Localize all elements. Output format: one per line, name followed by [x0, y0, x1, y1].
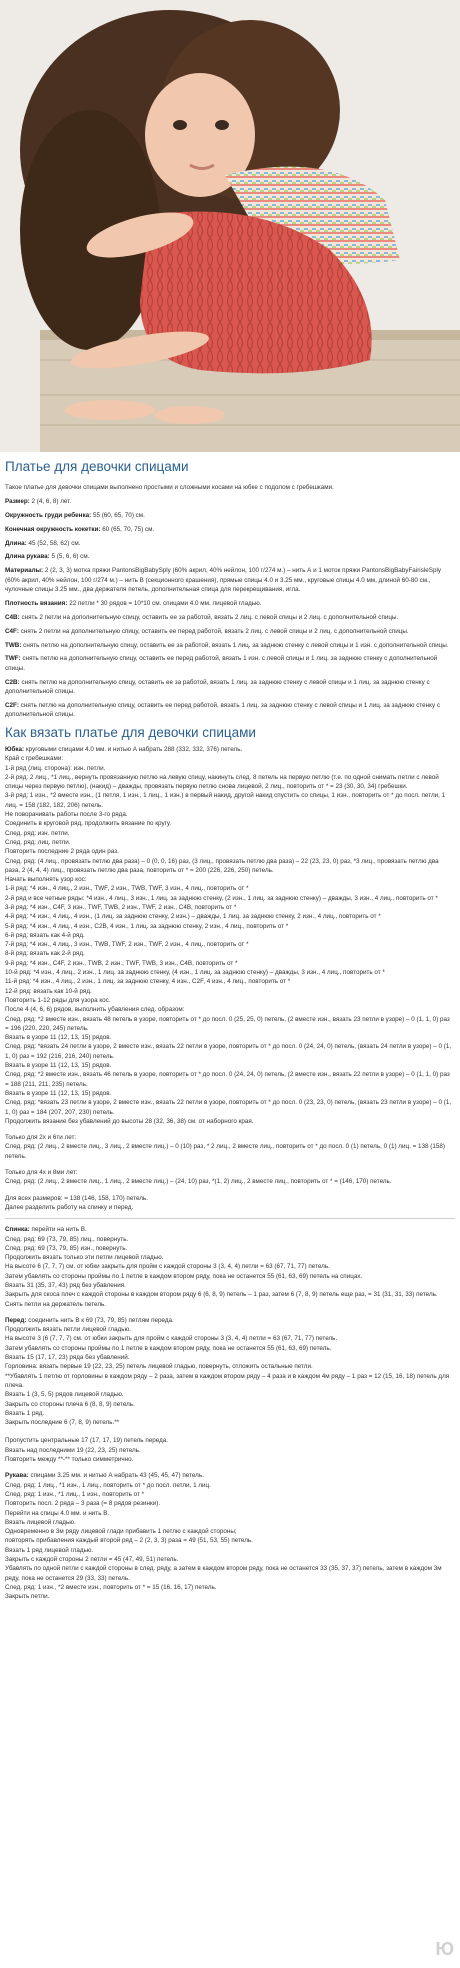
abbr-value: снять петлю на дополнительную спицу, оставить ее перед работой, вязать 1 лиц. за заднюю стенку с левой спицы и 1 лиц. за заднюю стенку с дополнительной спицы. [5, 701, 441, 719]
text-line: Затем убавлять со стороны проймы по 1 петле в каждом втором ряду, пока не останется 55 (61, 63, 69) петель. [5, 1344, 332, 1352]
text-line: След. ряд: изн. петли. [5, 829, 70, 837]
watermark-logo: Ю [435, 1939, 454, 1959]
specs-label: Материалы: [5, 567, 44, 575]
text-line: Продолжить вязать только эти петли лицевой гладью. [5, 1254, 164, 1262]
text-line: 1-й ряд: *4 изн., 4 лиц., 2 изн., TWF, 2 изн., TWB, TWF, 3 изн., 4 лиц., повторить от * [5, 885, 249, 893]
specs-value: 60 (65, 70, 75) см. [100, 525, 155, 533]
specs-label: Окружность груди ребенка: [5, 511, 92, 519]
text-line: Вязать 15 (17, 17, 23) ряда без убавлений. [5, 1354, 130, 1362]
specs-item [5, 552, 455, 561]
specs-label: Размер: [5, 497, 30, 505]
specs-label: Плотность вязания: [5, 599, 68, 607]
abbr-item [5, 613, 455, 622]
text-line: Вязать 1 (3, 5, 5) рядов лицевой гладью. [5, 1391, 124, 1399]
specs-list [5, 497, 455, 608]
skirt-first-line: круговыми спицами 4.0 мм. и нитью А набрать 288 (332, 332, 376) петель. [24, 745, 243, 753]
article [5, 452, 455, 1601]
abbr-item [5, 641, 455, 650]
text-line: 2-й ряд и все четные ряды: *4 изн., 4 лиц., 3 изн., 1 лиц. за заднюю стенку, (2 изн., 1 лиц. за заднюю стенку) – дважды, 3 изн., 4 лиц., повторить от * [5, 894, 438, 902]
text-line: Вязать 31 (35, 37, 43) ряд без убавления. [5, 1281, 126, 1289]
text-line: Закрыть последние 6 (7, 8, 9) петель.** [5, 1419, 120, 1427]
text-line: 7-й ряд: *4 изн., 4 лиц., 3 изн., TWB, TWF, 2 изн., TWF, 2 изн., 4 лиц., повторить от * [5, 941, 249, 949]
text-line: Продолжить вязание без убавлений до высоты 28 (32, 36, 38) см. от наборного края. [5, 1117, 254, 1125]
text-line: Повторить посл. 2 ряда – 3 раза (= 8 рядов резинки). [5, 1500, 161, 1508]
text-line: След. ряд: лиц. петли. [5, 838, 71, 846]
text-line: След. ряд: *2 вместе изн., вязать 48 петель в узоре, повторить от * до посл. 0 (25, 25, 0) петель, (2 вместе изн., вязать 23 петли в узоре) – 0 (1, 1, 0) раз = 196 (220, 220, 245) петель. [5, 1015, 450, 1032]
front-first-line: соединить нить B к 69 (73, 79, 85) петлям переда. [26, 1316, 174, 1324]
text-line: Вязать 1 ряд лицевой гладью. [5, 1546, 94, 1554]
text-line: След. ряд: 1 изн., *2 вместе изн., повторить от * = 15 (16, 16, 17) петель. [5, 1583, 217, 1591]
specs-item [5, 599, 455, 608]
front-label: Перед: [5, 1316, 27, 1324]
specs-value: 22 петли * 30 рядов = 10*10 см. спицами 4.0 мм. лицевой гладью. [67, 599, 262, 607]
front-lines [5, 1325, 455, 1464]
abbr-label: C4F: [5, 627, 19, 635]
text-line: 2-й ряд: 2 лиц., *1 лиц., вернуть провязанную петлю на левую спицу, накинуть след. 8 петель на первую петлю (т.е. по одной снимать петли с левой спицы через первую петлю), (накид) – дважды, провязать первую петлю снова лицевой, 2 лиц., повторить от * = 23 (30, 30, 34) гребешки. [5, 773, 439, 791]
text-line: Далее разделить работу на спинку и перед. [5, 1203, 134, 1211]
skirt-lines [5, 754, 455, 1126]
text-line: Начать выполнять узор кос: [5, 876, 87, 884]
text-line: След. ряд: 69 (73, 79, 85) лиц., повернуть. [5, 1235, 129, 1243]
text-line: Закрыть с каждой стороны 2 петли = 45 (47, 49, 51) петель. [5, 1556, 179, 1563]
text-line: Соединить в круговой ряд, продолжить вязание по кругу. [5, 820, 172, 828]
specs-value: 2 (2, 3, 3) мотка пряжи PantonsBigBabySply (60% акрил, 40% нейлон, 100 г/274 м.) – нить А и 1 моток пряжи PantonsBigBabyFairisleSply (60% акрил, 40% нейлон, 100 г/274 м.) – нить B (секционного крашения), прямые спицы 4.0 и 3.25 мм., круговые спицы 4.0 мм, длиной 60-80 см., чулочные спицы 3.25 мм., два держателя петель, дополнительная спица для перекрещивания, игла. [5, 567, 441, 593]
back-label: Спинка: [5, 1226, 30, 1234]
text-line: После 4 (4, 6, 6) рядов, выполнить убавления след. образом: [5, 1006, 185, 1014]
text-line: Закрыть со стороны плеча 6 (8, 8, 9) петель. [5, 1400, 135, 1408]
text-line: 4-й ряд: *4 изн., 4 лиц., 4 изн., (1 лиц. за заднюю стенку, 2 изн.) – дважды, 1 лиц. за заднюю стенку, 2 изн., 4 лиц., повторить от * [5, 913, 381, 921]
abbr-item [5, 701, 455, 720]
back-section [5, 1225, 455, 1309]
front-section [5, 1316, 455, 1464]
text-line: Вязать над последними 19 (22, 23, 25) петель. [5, 1446, 141, 1454]
specs-value: 5 (5, 6, 6) см. [49, 553, 90, 561]
text-line: Затем убавлять со стороны проймы по 1 петле в каждом втором ряду, пока не останется 55 (61, 63, 69) петель на спицах. [5, 1272, 363, 1280]
text-line: Для всех размеров: = 138 (146, 158, 170) петель. [5, 1194, 148, 1202]
text-line: След. ряд: 1 лиц., *1 изн., 1 лиц., повторить от * до посл. петли, 1 лиц. [5, 1481, 211, 1489]
text-line: След. ряд: *2 вместе изн., вязать 46 петель в узоре, повторить от * до посл. 0 (24, 24, 0) петель, (2 вместе изн., вязать 22 петли в узоре) – 0 (1, 1, 0) раз = 188 (211, 211, 235) петель. [5, 1071, 450, 1088]
abbr-item [5, 627, 455, 636]
specs-value: 2 (4, 6, 8) лет. [29, 497, 72, 505]
abbr-value: снять петлю на дополнительную спицу, оставить ее за работой, вязать 1 лиц. за заднюю стенку с левой спицы и 1 лиц. за заднюю стенку с дополнительной спицы. [5, 678, 430, 695]
photo-girl-in-knitted-dress [0, 0, 460, 452]
text-line: Пропустить центральные 17 (17, 17, 19) петель переда. [5, 1437, 169, 1445]
abbreviations-list [5, 613, 455, 720]
specs-item [5, 525, 455, 534]
how-to-title: Как вязать платье для девочки спицами [5, 724, 256, 740]
text-line: Повторить последние 2 ряда один раз. [5, 848, 119, 856]
text-line: Горловина: вязать первые 19 (22, 23, 25) петель лицевой гладью, повернуть, отложить остальные петли. [5, 1363, 313, 1371]
abbr-label: C2F: [5, 701, 19, 709]
text-line: Только для 2х и 6ти лет: [5, 1134, 77, 1142]
text-line: 3-й ряд: *4 изн., C4F, 3 изн., TWF, TWB, 2 изн., TWF, 2 изн., C4B, повторить от * [5, 904, 237, 911]
text-line: След. ряд: (4 лиц., провязать петлю два раза) – 0 (0, 0, 16) раз, (3 лиц., провязать петлю два раза) – 22 (23, 23, 0) раз, *3 лиц., провязать петлю два раза, 2 (4, 4, 4) лиц., провязать петлю два раза, повторить от * = 200 (226, 226, 250) петель. [5, 857, 439, 874]
only-4-8-section [5, 1168, 455, 1187]
text-line: След. ряд: 69 (73, 79, 85) изн., повернуть. [5, 1244, 128, 1252]
text-line: 9-й ряд: *4 изн., C4F, 2 изн., TWB, 2 изн., TWF, TWB, 3 изн., C4B, повторить от * [5, 959, 238, 967]
abbr-label: C2B: [5, 678, 20, 686]
back-first-line: перейти на нить B. [29, 1226, 87, 1234]
text-line: Вязать в узоре 11 (12, 13, 15) рядов. [5, 1089, 112, 1097]
text-line: 5-й ряд: *4 изн., 4 лиц., 4 изн., C2B, 4 изн., 1 лиц. за заднюю стенку, 2 изн., 4 лиц., повторить от * [5, 922, 289, 930]
text-line: Вязать в узоре 11 (12, 13, 15) рядов. [5, 1034, 112, 1042]
specs-item [5, 511, 455, 520]
text-line: След. ряд: (2 лиц., 2 вместе лиц., 1 лиц., 2 вместе лиц.) – (24, 10) раз, *(1, 2) лиц., 2 вместе лиц., повторить от * = (146, 170) петель. [5, 1178, 392, 1186]
abbr-value: снять 2 петли на дополнительную спицу, оставить ее перед работой, вязать 2 лиц. с левой спицы и 2 лиц. с дополнительной спицы. [19, 627, 409, 635]
text-line: 8-й ряд: вязать как 2-й ряд. [5, 950, 85, 958]
abbr-item [5, 654, 455, 673]
divider [5, 1218, 455, 1219]
text-line: Вязать в узоре 11 (12, 13, 15) рядов. [5, 1062, 112, 1070]
only-2-6-section [5, 1133, 455, 1161]
abbr-label: C4B: [5, 613, 20, 621]
text-line: Снять петли на держатель петель. [5, 1300, 107, 1308]
text-line: Перейти на спицы 4.0 мм. и нить B. [5, 1509, 110, 1517]
abbr-label: TWF: [5, 655, 21, 663]
abbr-value: снять петлю на дополнительную спицу, оставить ее перед работой, вязать 1 изн. с левой спицы и 1 лиц. за заднюю стенку с дополнительной спицы. [5, 655, 438, 672]
specs-value: 45 (52, 58, 62) см. [26, 539, 81, 547]
text-line: повторять прибавления каждый второй ряд – 2 (2, 3, 3) раза = 49 (51, 53, 55) петель. [5, 1537, 253, 1545]
text-line: Повторить между **-** только симметрично. [5, 1456, 134, 1464]
text-line: Закрыть петли. [5, 1593, 50, 1601]
text-line: 11-й ряд: *4 изн., 4 лиц., 2 изн., 1 лиц. за заднюю стенку, 4 изн., C2F, 4 изн., 4 лиц., повторить от * [5, 978, 291, 986]
specs-label: Длина: [5, 539, 27, 547]
text-line: На высоте 3 (6 (7, 7, 7) см. от юбки закрыть для пройм с каждой стороны 3 (3, 4, 4) петли = 63 (67, 71, 77) петель. [5, 1335, 338, 1343]
text-line: Только для 4х и 8ми лет: [5, 1169, 78, 1177]
skirt-section [5, 745, 455, 1126]
specs-item [5, 497, 455, 506]
text-line: Убавлять по одной петли с каждой стороны в след. ряду, а затем в каждом втором ряду, пока не останется 33 (35, 37, 37) петель, затем в каждом 3м ряду, пока не останется 29 (33, 33) петель. [5, 1565, 442, 1582]
specs-label: Длина рукава: [5, 553, 50, 561]
abbr-value: снять петлю на дополнительную спицу, оставить ее за работой, вязать 1 лиц. за заднюю стенку с левой спицы и 1 изн. с дополнительной спицы. [21, 641, 449, 649]
abbr-label: TWB: [5, 641, 22, 649]
text-line: Закрыть для скоса плеч с каждой стороны в каждом втором ряду 6 (6, 8, 9) петель – 1 раз, затем 6 (7, 8, 9) петель еще раз, = 31 (31, 31, 33) петель. [5, 1291, 438, 1299]
specs-value: 55 (60, 65, 70) см. [91, 511, 145, 519]
sleeve-label: Рукава: [5, 1472, 29, 1480]
abbr-value: снять 2 петли на дополнительную спицу, оставить ее за работой, вязать 2 лиц. с левой спицы и 2 лиц. с дополнительной спицы. [19, 613, 399, 621]
text-line: След. ряд: *вязать 23 петли в узоре, 2 вместе изн., вязать 22 петли в узоре, повторить от * до посл. 0 (23, 23, 0) петель, (вязать 23 петли в узоре) – 0 (1, 1, 0) раз = 184 (207, 207, 230) петель. [5, 1099, 452, 1116]
text-line: 12-й ряд: вязать как 10-й ряд. [5, 987, 92, 995]
specs-item [5, 539, 455, 548]
sleeve-first-line: спицами 3.25 мм. и нитью А набрать 43 (45, 45, 47) петель. [28, 1472, 204, 1480]
text-line: След. ряд: 1 изн., *1 лиц., 1 изн., повторить от * [5, 1490, 145, 1498]
text-line [5, 1427, 455, 1436]
specs-item [5, 566, 455, 594]
text-line: Не поворачивать работы после 3-го ряда. [5, 811, 128, 819]
text-line: 1-й ряд (лиц. сторона): изн. петли. [5, 764, 106, 772]
text-line: На высоте 6 (7, 7, 7) см. от юбки закрыть для пройм с каждой стороны 3 (3, 4, 4) петли = 63 (67, 71, 77) петель. [5, 1263, 330, 1271]
intro-text: Такое платье для девочки спицами выполнено простыми и сложными косами на юбке с подолом с гребешками. [5, 484, 334, 491]
text-line: 10-й ряд: *4 изн., 4 лиц., 2 изн., 1 лиц. за заднюю стенку, (4 изн., 1 лиц. за заднюю стенку) – дважды, 3 изн., 4 лиц., повторить от * [5, 969, 385, 977]
text-line: Одновременно в 3м ряду лицевой глади прибавить 1 петлю с каждой стороны; [5, 1528, 237, 1536]
text-line: **Убавлять 1 петлю от горловины в каждом ряду – 2 раза, затем в каждом втором ряду – 4 раза и в каждом 4м ряду – 1 раз = 12 (15, 16, 18) петель для плеча. [5, 1372, 450, 1389]
text-line: След. ряд: (2 лиц., 2 вместе лиц., 3 лиц., 2 вместе лиц.) – 0 (10) раз, * 2 лиц., 2 вместе лиц., повторить от * до посл. 0 (1) петель, 0 (1) лиц. = 138 (158) петель. [5, 1143, 445, 1160]
text-line: Край с гребешками: [5, 755, 64, 763]
page-title: Платье для девочки спицами [5, 459, 189, 474]
sleeve-section [5, 1471, 455, 1601]
skirt-label: Юбка: [5, 745, 25, 753]
abbr-item [5, 678, 455, 697]
text-line: 6-й ряд: вязать как 4-й ряд. [5, 931, 85, 939]
back-lines [5, 1235, 455, 1309]
sleeve-lines [5, 1481, 455, 1602]
photo-illustration [0, 0, 460, 452]
text-line: Продолжить вязать петли лицевой гладью. [5, 1326, 132, 1334]
text-line: 3-й ряд: 1 изн., *2 вместе изн., (1 петля, 1 изн., 1 лиц., 1 изн.) в первый накид, другой накид спустить со спицы, 1 изн., повторить от * до посл. петли, 1 лиц. = 158 (182, 182, 206) петель. [5, 792, 446, 809]
all-sizes-section [5, 1194, 455, 1213]
text-line: Вязать лицевой гладью. [5, 1518, 76, 1526]
text-line: След. ряд: *вязать 24 петли в узоре, 2 вместе изн., вязать 22 петли в узоре, повторить от * до посл. 0 (24, 24, 0) петель, (вязать 24 петли в узоре) – 0 (1, 1, 0) раз = 192 (216, 216, 240) петель. [5, 1043, 452, 1060]
text-line: Вязать 1 ряд. [5, 1409, 45, 1417]
specs-label: Конечная окружность кокетки: [5, 525, 101, 533]
text-line: Повторить 1-12 ряды для узора кос. [5, 996, 111, 1004]
